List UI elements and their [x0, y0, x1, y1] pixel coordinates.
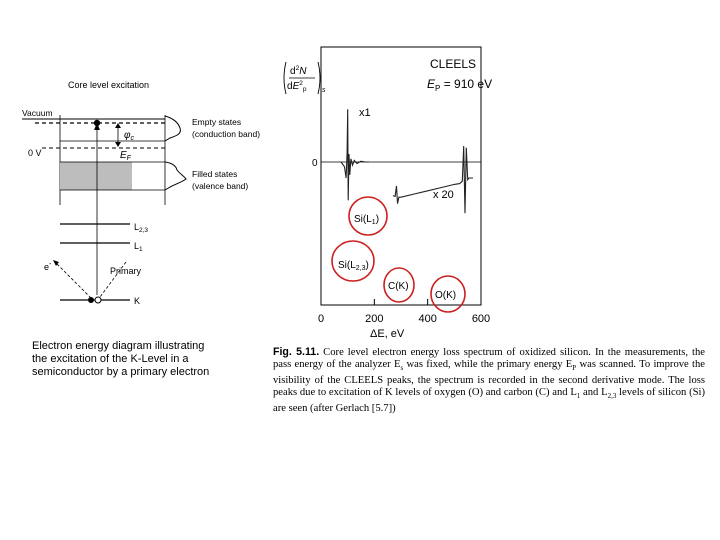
y-tick-zero: 0: [312, 158, 318, 169]
core-hole-dot: [95, 297, 101, 303]
chart-title: CLEELS: [430, 57, 477, 71]
series-line-2: [393, 146, 473, 213]
excited-electron-dot: [94, 120, 100, 126]
y-axis-label: [284, 62, 326, 94]
fermi-level-label: $E_F$: [120, 150, 131, 162]
empty-states-label: Empty states: [192, 117, 242, 127]
zero-volt-label: 0 V: [28, 148, 42, 158]
annotation-ok: O(K): [435, 290, 457, 301]
x-axis-tick-labels: [318, 313, 490, 325]
x-tick-label-600: 600: [471, 313, 491, 325]
phi-label: $\varphi_c$: [124, 130, 135, 142]
x-tick-label-0: 0: [317, 313, 325, 325]
x-tick-label-200: 200: [365, 313, 384, 325]
vacuum-label: Vacuum: [22, 108, 53, 118]
x-axis-label: ΔE, eV: [370, 328, 405, 340]
valence-band-fill: [60, 162, 132, 190]
cleels-spectrum-chart: [270, 40, 710, 340]
annotation-ck: C(K): [388, 281, 409, 292]
series-label-x20: x 20: [433, 189, 454, 201]
filled-states-label: Filled states: [192, 169, 238, 179]
primary-energy-label: $E_P = 910$ eV: [427, 77, 493, 93]
left-caption: Electron energy diagram illustrating the excitation of the K-Level in a semiconductor by a primary electron: [32, 340, 210, 378]
electron-label: e-: [44, 261, 52, 272]
l23-label: $L_{2,3}$: [134, 222, 149, 234]
energy-level-diagram: [0, 0, 270, 320]
scattered-electron-path: [55, 262, 91, 298]
svg-text:d2N: $d^2N$: [290, 65, 307, 77]
filled-states-sublabel: (valence band): [192, 181, 249, 191]
l1-label: $L_1$: [134, 241, 143, 253]
diagram-title: Core level excitation: [68, 80, 150, 90]
annotation-si-l23: $Si(L_{2,3})$: [338, 260, 369, 272]
series-label-x1: x1: [359, 107, 371, 119]
figure-caption: Fig. 5.11. Core level electron energy loss spectrum of oxidized silicon. In the measurements, the pass energy of the analyzer $E_s$ was fixed, while the primary energy $E_P$ was scanned. To improve the visibility of the CLEELS peaks, the spectrum is recorded in the second derivative mode. The loss peaks due to excitation of K levels of oxygen (O) and carbon (C) and $L_1$ and $L_{2,3}$ levels of silicon (Si) are seen (after Gerlach [5.7]): [273, 346, 706, 414]
figure-label: Fig. 5.11.: [273, 346, 320, 358]
annotation-si-l1: $Si(L_1)$: [354, 214, 380, 226]
svg-text:s: s: [322, 87, 326, 94]
svg-text:dE2p: $dE^2_p$: [287, 80, 307, 93]
x-tick-label-400: 400: [418, 313, 437, 325]
empty-states-sublabel: (conduction band): [192, 129, 261, 139]
primary-label: Primary: [110, 266, 141, 276]
empty-states-curve: [165, 116, 180, 141]
filled-states-curve: [165, 162, 186, 190]
k-label: K: [134, 296, 141, 306]
series-line-1: [341, 109, 369, 200]
